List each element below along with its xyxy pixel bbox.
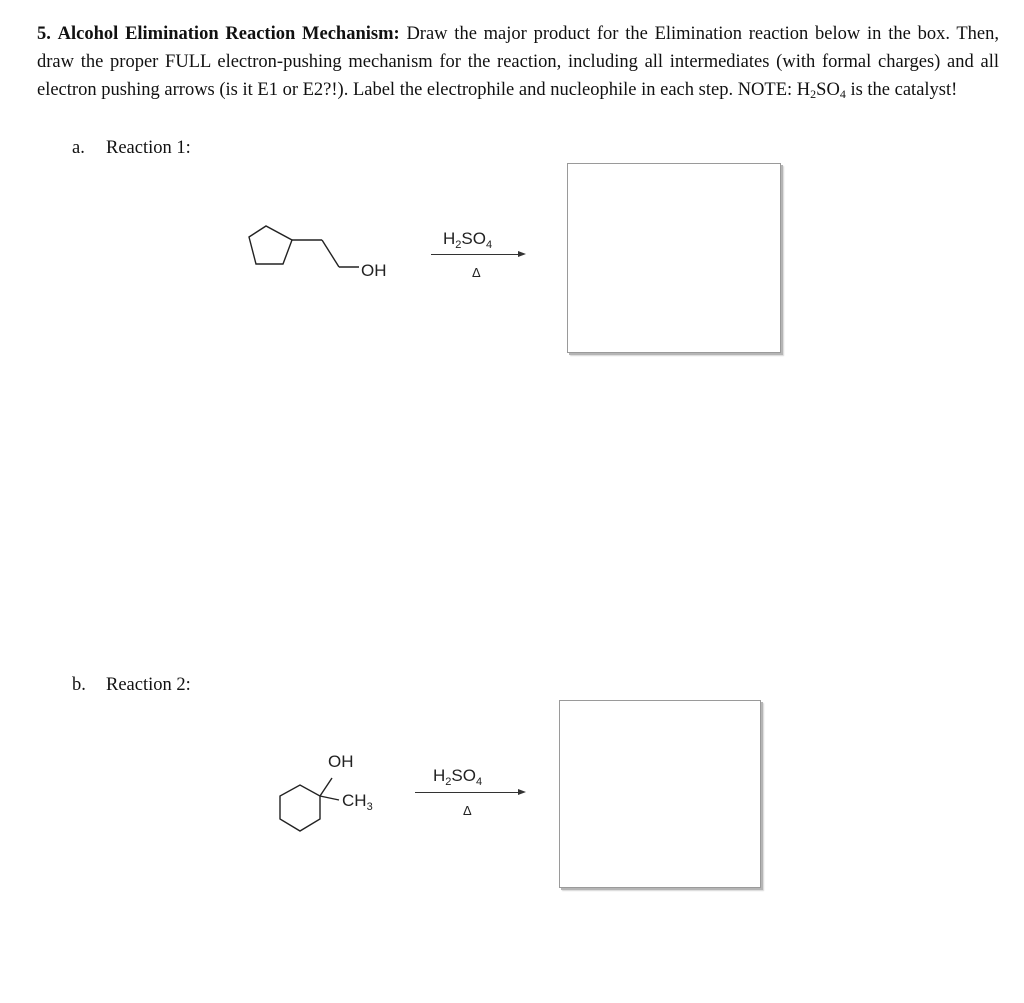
reagent-1-so: SO — [461, 229, 486, 248]
bond-c-oh — [320, 778, 332, 796]
reaction-1-oh-label: OH — [361, 261, 387, 280]
reaction-2-reactant-structure — [260, 768, 350, 840]
reaction-2-arrowhead — [518, 789, 526, 795]
reaction-2-ch3-label — [342, 791, 373, 811]
ch3-sub: 3 — [366, 801, 373, 813]
part-b-marker: b. — [72, 675, 86, 695]
reaction-1-reactant-structure — [238, 216, 358, 276]
reaction-2-arrow — [415, 792, 518, 793]
reagent-2-sub2: 2 — [445, 776, 452, 788]
question-number: 5. — [37, 24, 51, 44]
part-a-title: Reaction 1: — [106, 138, 191, 158]
question-heading: Alcohol Elimination Reaction Mechanism: — [57, 24, 400, 44]
catalyst-subscript-2: 2 — [810, 87, 817, 101]
reagent-2-h: H — [433, 766, 446, 785]
cyclohexane-ring — [280, 785, 320, 831]
reaction-1-arrowhead — [518, 251, 526, 257]
reagent-1-sub2: 2 — [455, 239, 462, 251]
reaction-2-answer-box[interactable] — [559, 700, 761, 888]
reaction-1-answer-box[interactable] — [567, 163, 781, 353]
reagent-1-sub4: 4 — [485, 239, 493, 251]
reaction-1-reagent — [443, 229, 492, 249]
catalyst-subscript-4: 4 — [839, 87, 846, 101]
reaction-1-heat-label: Δ — [472, 265, 481, 280]
reaction-2-heat-label: Δ — [463, 803, 472, 818]
reagent-2-sub4: 4 — [475, 776, 483, 788]
reagent-1-h: H — [443, 229, 456, 248]
question-instructions: Draw the major product for the Elimination reaction below in the box. Then, draw the proper FULL electron-pushing mechanism for the reaction, including all intermediates (with formal charges) and all electron pushing arrows (is it E1 or E2?!). Label the electrophile and nucleophile in each step. NOTE: H — [37, 24, 1000, 100]
catalyst-note: is the catalyst! — [845, 80, 958, 100]
reaction-1-arrow — [431, 254, 518, 255]
part-b-title: Reaction 2: — [106, 675, 191, 695]
part-b-label — [72, 673, 191, 697]
bond-c-ch3 — [320, 796, 339, 800]
reaction-2-reagent — [433, 766, 482, 786]
part-a-label — [72, 136, 191, 160]
reagent-2-so: SO — [451, 766, 476, 785]
cyclopentane-ring — [249, 226, 292, 264]
catalyst-so: SO — [816, 80, 840, 100]
question-text — [37, 20, 999, 104]
bond-ch2-ch2 — [322, 240, 339, 267]
ch3-main: CH — [342, 791, 367, 810]
part-a-marker: a. — [72, 138, 85, 158]
reaction-2-oh-label: OH — [328, 752, 354, 771]
